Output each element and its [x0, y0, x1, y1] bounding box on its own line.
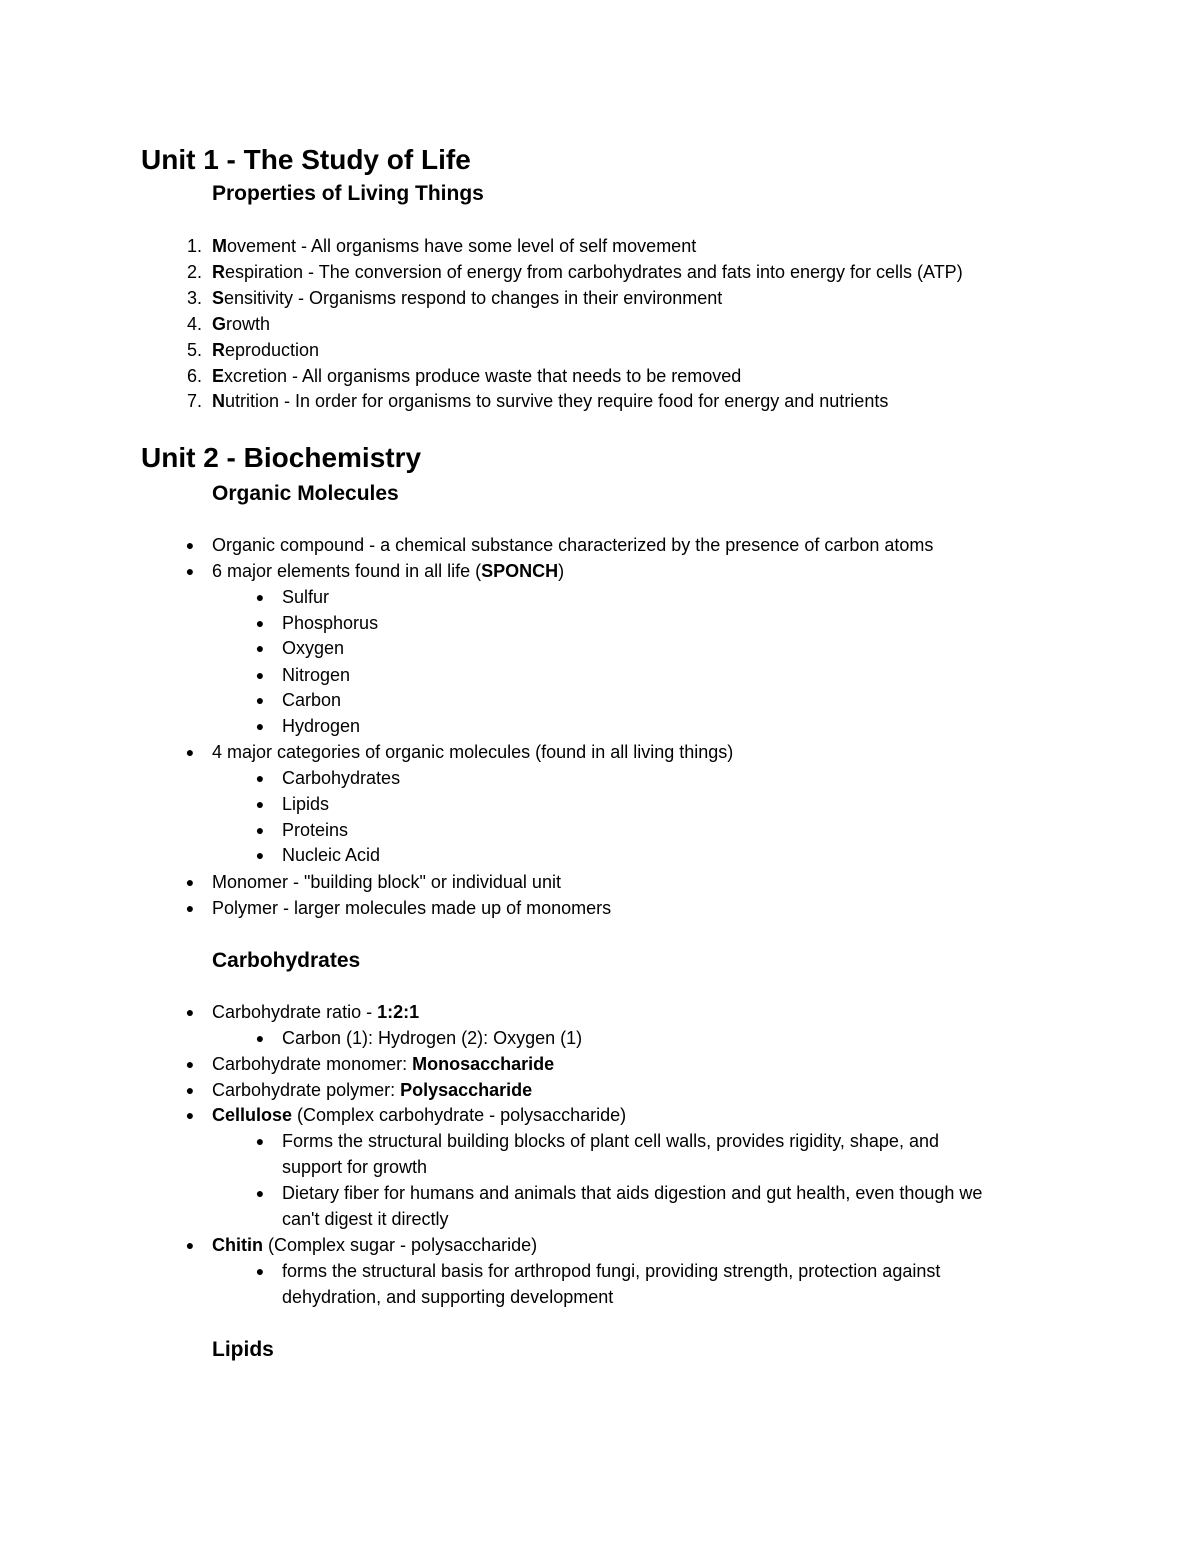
list-item-text: Carbon (1): Hydrogen (2): Oxygen (1)	[282, 1028, 583, 1048]
list-item	[185, 533, 934, 557]
section-heading-lipids: Lipids	[212, 1338, 274, 1361]
bullet-icon: ●	[255, 667, 265, 683]
sub-list-item	[255, 636, 345, 660]
key-term: Polysaccharide	[400, 1080, 533, 1100]
list-number: 6.	[186, 366, 202, 386]
list-item-text: Carbon	[282, 690, 342, 710]
list-item-text: )	[558, 561, 565, 581]
list-item-text: Monomer - "building block" or individual unit	[212, 872, 561, 892]
sub-list-item	[255, 688, 342, 712]
list-number: 5.	[186, 340, 202, 360]
list-item	[185, 1000, 420, 1024]
list-item-text: Dietary fiber for humans and animals that aids digestion and gut health, even though we	[282, 1183, 983, 1203]
list-number: 4.	[186, 314, 202, 334]
bullet-icon: ●	[255, 1185, 265, 1201]
list-item-text: espiration - The conversion of energy from carbohydrates and fats into energy for cells (ATP)	[225, 262, 963, 282]
list-item-text: ovement - All organisms have some level of self movement	[227, 236, 697, 256]
sub-list-item	[255, 611, 379, 635]
bullet-icon: ●	[185, 874, 195, 890]
list-item-text: eproduction	[225, 340, 320, 360]
sub-list-item	[255, 792, 330, 816]
list-item	[185, 559, 565, 583]
bullet-icon: ●	[255, 615, 265, 631]
list-item	[185, 1078, 533, 1102]
sub-list-item	[255, 1181, 983, 1205]
key-term: Cellulose	[212, 1105, 293, 1125]
list-item-text: Forms the structural building blocks of plant cell walls, provides rigidity, shape, and	[282, 1131, 939, 1151]
list-item-text: (Complex sugar - polysaccharide)	[263, 1235, 538, 1255]
bullet-icon: ●	[185, 537, 195, 553]
bullet-icon: ●	[255, 847, 265, 863]
sub-list-item	[255, 766, 401, 790]
unit2-title: Unit 2 - Biochemistry	[141, 442, 422, 473]
key-term: Chitin	[212, 1235, 263, 1255]
list-item	[186, 312, 271, 336]
list-number: 7.	[186, 391, 202, 411]
sub-list-item	[255, 818, 349, 842]
list-item	[185, 1052, 555, 1076]
mnemonic-letter: S	[212, 288, 225, 308]
sub-list-item	[255, 585, 330, 609]
bullet-icon: ●	[185, 1107, 195, 1123]
list-item-text: 6 major elements found in all life (	[212, 561, 482, 581]
ratio-value: 1:2:1	[377, 1002, 420, 1022]
sub-list-item	[255, 663, 351, 687]
bullet-icon: ●	[255, 796, 265, 812]
key-term: Monosaccharide	[412, 1054, 555, 1074]
bullet-icon: ●	[255, 640, 265, 656]
sub-list-item	[255, 1026, 583, 1050]
sub-list-item	[255, 1129, 939, 1153]
list-item-text: Carbohydrates	[282, 768, 401, 788]
bullet-icon: ●	[255, 1263, 265, 1279]
list-item	[185, 896, 612, 920]
mnemonic-letter: G	[212, 314, 227, 334]
bullet-icon: ●	[255, 770, 265, 786]
list-item-text: forms the structural basis for arthropod fungi, providing strength, protection against	[282, 1261, 941, 1281]
list-item	[186, 260, 963, 284]
list-item-text: utrition - In order for organisms to survive they require food for energy and nutrients	[225, 391, 889, 411]
list-item-text: Lipids	[282, 794, 330, 814]
list-number: 3.	[186, 288, 202, 308]
list-item-text: Polymer - larger molecules made up of monomers	[212, 898, 612, 918]
list-item-text: Carbohydrate monomer:	[212, 1054, 413, 1074]
list-item-continuation: dehydration, and supporting development	[282, 1287, 614, 1307]
list-item	[186, 234, 697, 258]
bullet-icon: ●	[185, 1056, 195, 1072]
bullet-icon: ●	[255, 1133, 265, 1149]
bullet-icon: ●	[185, 900, 195, 916]
bullet-icon: ●	[255, 822, 265, 838]
list-item	[186, 364, 742, 388]
mnemonic-letter: N	[212, 391, 225, 411]
mnemonic-term: SPONCH	[481, 561, 559, 581]
sub-list-item	[255, 843, 381, 867]
list-item-text: Oxygen	[282, 638, 345, 658]
list-item-text: rowth	[226, 314, 271, 334]
sub-list-item	[255, 714, 361, 738]
list-item	[185, 870, 561, 894]
bullet-icon: ●	[185, 1237, 195, 1253]
bullet-icon: ●	[185, 744, 195, 760]
list-item	[185, 740, 734, 764]
list-item-text: Nucleic Acid	[282, 845, 381, 865]
list-item-text: Phosphorus	[282, 613, 379, 633]
list-item-text: Carbohydrate ratio -	[212, 1002, 378, 1022]
mnemonic-letter: M	[212, 236, 227, 256]
list-item-text: Sulfur	[282, 587, 330, 607]
list-item-continuation: support for growth	[282, 1157, 428, 1177]
list-number: 2.	[186, 262, 202, 282]
bullet-icon: ●	[255, 718, 265, 734]
list-item	[185, 1103, 627, 1127]
list-item-text: Organic compound - a chemical substance characterized by the presence of carbon atoms	[212, 535, 934, 555]
list-item-continuation: can't digest it directly	[282, 1209, 449, 1229]
list-item-text: (Complex carbohydrate - polysaccharide)	[292, 1105, 627, 1125]
list-item-text: ensitivity - Organisms respond to changes in their environment	[224, 288, 723, 308]
bullet-icon: ●	[185, 1082, 195, 1098]
list-number: 1.	[186, 236, 202, 256]
list-item-text: Hydrogen	[282, 716, 361, 736]
list-item-text: Proteins	[282, 820, 349, 840]
mnemonic-letter: R	[212, 340, 225, 360]
section-heading-organic-molecules: Organic Molecules	[212, 482, 399, 505]
bullet-icon: ●	[255, 1030, 265, 1046]
mnemonic-letter: E	[212, 366, 225, 386]
list-item	[186, 286, 723, 310]
list-item-text: Nitrogen	[282, 665, 351, 685]
section-heading-carbohydrates: Carbohydrates	[212, 949, 361, 972]
bullet-icon: ●	[185, 1004, 195, 1020]
list-item-text: 4 major categories of organic molecules (found in all living things)	[212, 742, 734, 762]
list-item	[185, 1233, 538, 1257]
list-item	[186, 338, 320, 362]
mnemonic-letter: R	[212, 262, 225, 282]
section-heading-properties: Properties of Living Things	[212, 182, 484, 205]
list-item-text: Carbohydrate polymer:	[212, 1080, 401, 1100]
bullet-icon: ●	[255, 692, 265, 708]
list-item-text: xcretion - All organisms produce waste that needs to be removed	[224, 366, 742, 386]
list-item	[186, 389, 889, 413]
bullet-icon: ●	[185, 563, 195, 579]
sub-list-item	[255, 1259, 941, 1283]
bullet-icon: ●	[255, 589, 265, 605]
unit1-title: Unit 1 - The Study of Life	[141, 144, 471, 175]
